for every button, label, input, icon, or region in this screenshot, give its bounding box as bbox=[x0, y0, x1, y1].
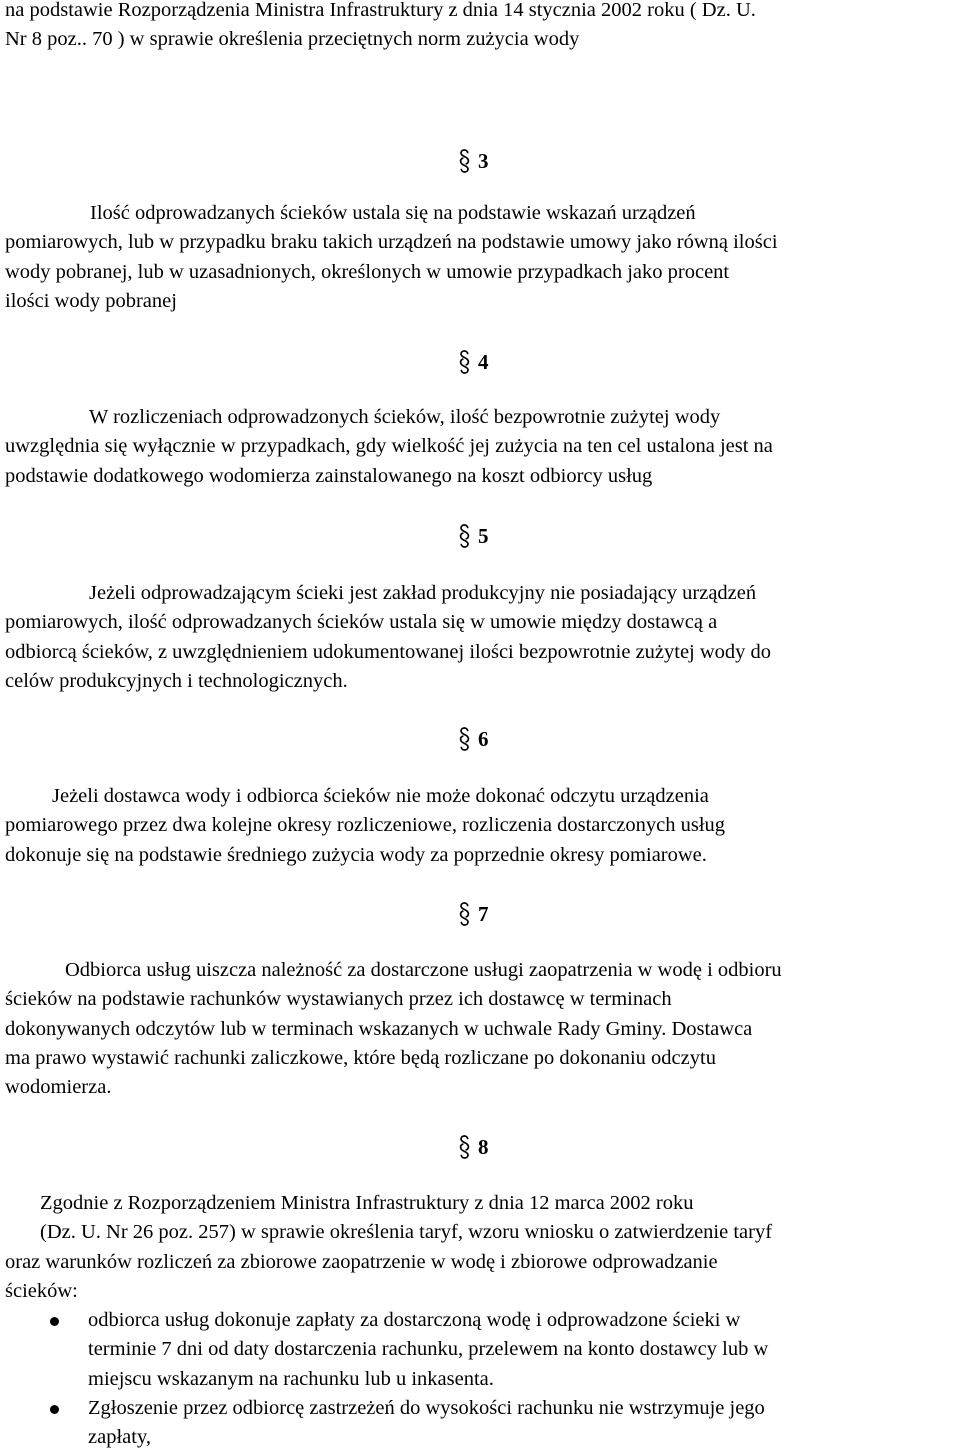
section-number: 4 bbox=[478, 350, 489, 374]
section-5-paragraph bbox=[5, 579, 955, 696]
list-item bbox=[0, 1306, 960, 1394]
text-line: ścieków na podstawie rachunków wystawianych przez ich dostawcę w terminach bbox=[5, 988, 672, 1011]
text-line: ma prawo wystawić rachunki zaliczkowe, które będą rozliczane po dokonaniu odczytu bbox=[5, 1046, 716, 1069]
text-line: Odbiorca usług uiszcza należność za dostarczone usługi zaopatrzenia w wodę i odbioru bbox=[65, 959, 782, 981]
intro-paragraph bbox=[5, 0, 955, 55]
section-heading-4 bbox=[459, 345, 519, 379]
text-line: terminie 7 dni od daty dostarczenia rachunku, przelewem na konto dostawcy lub w bbox=[88, 1338, 769, 1361]
section-heading-8 bbox=[459, 1130, 519, 1164]
section-number: 5 bbox=[478, 524, 489, 548]
text-line: wodomierza. bbox=[5, 1076, 112, 1099]
text-line: na podstawie Rozporządzenia Ministra Infrastruktury z dnia 14 stycznia 2002 roku ( Dz. U. bbox=[5, 0, 756, 21]
text-line: (Dz. U. Nr 26 poz. 257) w sprawie określenia taryf, wzoru wniosku o zatwierdzenie taryf bbox=[40, 1221, 773, 1244]
list-item bbox=[0, 1394, 960, 1453]
section-heading-3 bbox=[459, 144, 519, 178]
section-8-paragraph bbox=[5, 1189, 955, 1306]
text-line: odbiorca usług dokonuje zapłaty za dostarczoną wodę i odprowadzone ścieki w bbox=[88, 1309, 741, 1331]
section-heading-7 bbox=[459, 897, 519, 931]
text-line: oraz warunków rozliczeń za zbiorowe zaopatrzenie w wodę i zbiorowe odprowadzanie bbox=[5, 1250, 718, 1273]
section-heading-6 bbox=[459, 722, 519, 756]
section-6-paragraph bbox=[5, 782, 955, 870]
text-line: Nr 8 poz.. 70 ) w sprawie określenia przeciętnych norm zużycia wody bbox=[5, 28, 580, 51]
bullet-icon bbox=[50, 1317, 59, 1326]
payment-terms-list bbox=[0, 1306, 960, 1452]
section-sign-icon bbox=[459, 1135, 470, 1159]
text-line: W rozliczeniach odprowadzonych ścieków, ilość bezpowrotnie zużytej wody bbox=[89, 406, 721, 428]
text-line: Zgodnie z Rozporządzeniem Ministra Infrastruktury z dnia 12 marca 2002 roku bbox=[40, 1192, 694, 1214]
text-line: Ilość odprowadzanych ścieków ustala się na podstawie wskazań urządzeń bbox=[90, 202, 696, 224]
text-line: zapłaty, bbox=[88, 1426, 151, 1449]
text-line: celów produkcyjnych i technologicznych. bbox=[5, 669, 348, 692]
section-4-paragraph bbox=[5, 403, 955, 491]
text-line: odbiorcą ścieków, z uwzględnieniem udokumentowanej ilości bezpowrotnie zużytej wody do bbox=[5, 640, 772, 663]
text-line: dokonywanych odczytów lub w terminach wskazanych w uchwale Rady Gminy. Dostawca bbox=[5, 1017, 753, 1040]
text-line: pomiarowych, lub w przypadku braku takich urządzeń na podstawie umowy jako równą ilości bbox=[5, 231, 778, 254]
section-3-paragraph bbox=[5, 199, 955, 316]
text-line: pomiarowych, ilość odprowadzanych ścieków ustala się w umowie między dostawcą a bbox=[5, 611, 718, 634]
section-number: 8 bbox=[478, 1135, 489, 1159]
text-line: Jeżeli odprowadzającym ścieki jest zakład produkcyjny nie posiadający urządzeń bbox=[89, 582, 757, 604]
text-line: wody pobranej, lub w uzasadnionych, określonych w umowie przypadkach jako procent bbox=[5, 260, 730, 283]
text-line: miejscu wskazanym na rachunku lub u inkasenta. bbox=[88, 1367, 494, 1390]
text-line: Jeżeli dostawca wody i odbiorca ścieków nie może dokonać odczytu urządzenia bbox=[52, 785, 709, 807]
section-sign-icon bbox=[459, 350, 470, 374]
text-line: podstawie dodatkowego wodomierza zainstalowanego na koszt odbiorcy usług bbox=[5, 464, 653, 487]
text-line: ścieków: bbox=[5, 1279, 78, 1302]
section-number: 7 bbox=[478, 902, 489, 926]
section-number: 3 bbox=[478, 149, 489, 173]
section-sign-icon bbox=[459, 902, 470, 926]
bullet-icon bbox=[50, 1405, 59, 1414]
section-number: 6 bbox=[478, 727, 489, 751]
section-sign-icon bbox=[459, 524, 470, 548]
text-line: dokonuje się na podstawie średniego zużycia wody za poprzednie okresy pomiarowe. bbox=[5, 843, 707, 866]
text-line: pomiarowego przez dwa kolejne okresy rozliczeniowe, rozliczenia dostarczonych usług bbox=[5, 814, 726, 837]
section-heading-5 bbox=[459, 519, 519, 553]
section-sign-icon bbox=[459, 727, 470, 751]
text-line: uwzględnia się wyłącznie w przypadkach, gdy wielkość jej zużycia na ten cel ustalona jest na bbox=[5, 435, 773, 458]
text-line: Zgłoszenie przez odbiorcę zastrzeżeń do wysokości rachunku nie wstrzymuje jego bbox=[88, 1396, 765, 1419]
section-7-paragraph bbox=[5, 956, 955, 1102]
text-line: ilości wody pobranej bbox=[5, 289, 177, 312]
section-sign-icon bbox=[459, 149, 470, 173]
